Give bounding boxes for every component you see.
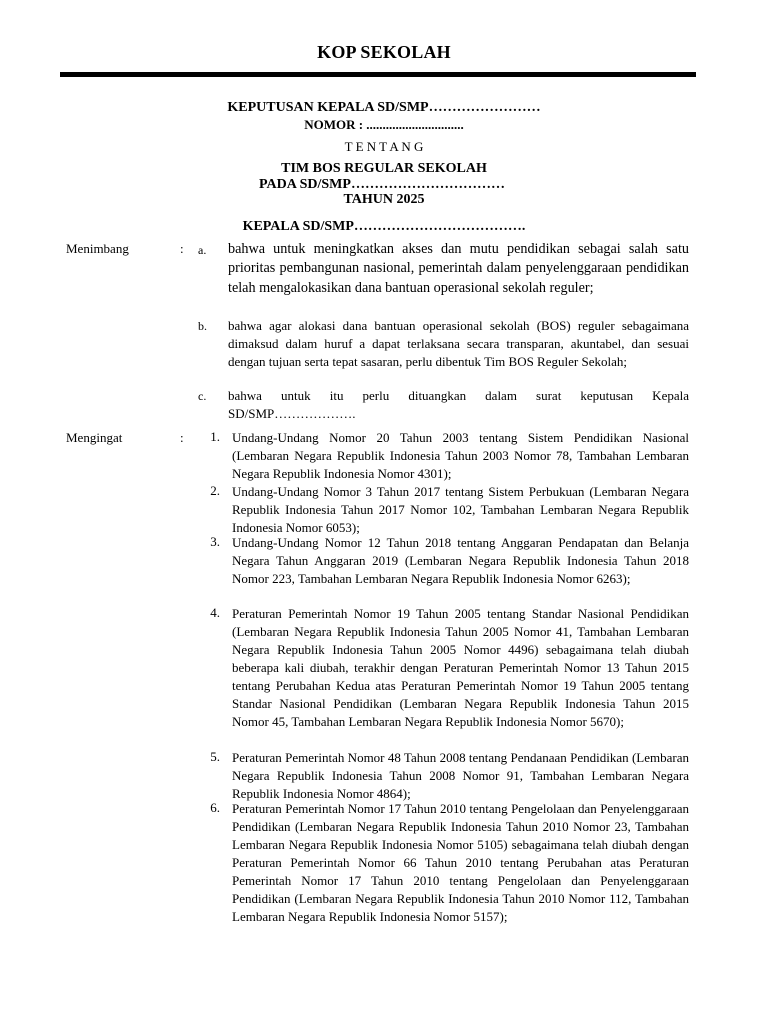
list-item-text: bahwa untuk itu perlu dituangkan dalam surat keputusan Kepala SD/SMP………………. [228, 388, 689, 421]
subject-line-2: PADA SD/SMP…………………………… [259, 177, 505, 192]
issuer-line: KEPALA SD/SMP………………………………. [242, 219, 526, 234]
list-marker: c. [198, 389, 207, 403]
list-item-text: bahwa agar alokasi dana bantuan operasional sekolah (BOS) reguler sebagaimana dimaksud dalam huruf a dapat terlaksana secara transparan, akuntabel, dan sesuai dengan tujuan serta tepat sasaran, perlu dibentuk Tim BOS Reguler Sekolah; [228, 318, 689, 369]
list-item-text: Peraturan Pemerintah Nomor 48 Tahun 2008 tentang Pendanaan Pendidikan (Lembaran Negara Republik Indonesia Tahun 2008 Nomor 91, Tambahan Lembaran Negara Republik Indonesia Nomor 4864); [232, 750, 689, 801]
list-item-text: Undang-Undang Nomor 12 Tahun 2018 tentang Anggaran Pendapatan dan Belanja Negara Tahun Anggaran 2019 (Lembaran Negara Republik Indonesia Tahun 2018 Nomor 223, Tambahan Lembaran Negara Republik Indonesia Nomor 6263); [232, 535, 689, 586]
list-marker: 6. [210, 800, 220, 815]
tentang-label: T E N T A N G [344, 139, 424, 154]
decree-number: NOMOR : .............................. [304, 117, 464, 132]
subject-year: TAHUN 2025 [343, 192, 425, 207]
list-item-text: Peraturan Pemerintah Nomor 17 Tahun 2010 tentang Pengelolaan dan Penyelenggaraan Pendidikan (Lembaran Negara Republik Indonesia Tahun 2010 Nomor 23, Tambahan Lembaran Negara Republik Indonesia Nomor 5105) sebagaimana telah diubah dengan Peraturan Pemerintah Nomor 66 Tahun 2010 tentang Perubahan atas Peraturan Pemerintah Nomor 17 Tahun 2010 tentang Pengelolaan dan Penyelenggaraan Pendidikan (Lembaran Negara Republik Indonesia Tahun 2010 Nomor 112, Tambahan Lembaran Negara Republik Indonesia Nomor 5157); [232, 801, 689, 924]
list-item-text: Undang-Undang Nomor 3 Tahun 2017 tentang Sistem Perbukuan (Lembaran Negara Republik Indonesia Tahun 2017 Nomor 102, Tambahan Lembaran Negara Republik Indonesia Nomor 6053); [232, 484, 689, 535]
list-marker: 5. [210, 749, 220, 764]
letterhead-title: KOP SEKOLAH [317, 42, 451, 62]
list-marker: 3. [210, 534, 220, 549]
list-marker: 4. [210, 605, 220, 620]
list-marker: 1. [210, 429, 220, 444]
mengingat-label: Mengingat [66, 430, 123, 445]
list-item-text: bahwa untuk meningkatkan akses dan mutu pendidikan sebagai salah satu prioritas pembangunan nasional, pemerintah dalam penyelenggaraan pendidikan telah mengalokasikan dana bantuan operasional sekolah reguler; [228, 241, 689, 296]
menimbang-colon: : [180, 241, 184, 256]
menimbang-label: Menimbang [66, 241, 129, 256]
list-marker: a. [198, 243, 207, 257]
mengingat-colon: : [180, 430, 184, 445]
letterhead-rule [60, 72, 696, 77]
list-marker: b. [198, 319, 207, 333]
list-item-text: Peraturan Pemerintah Nomor 19 Tahun 2005 tentang Standar Nasional Pendidikan (Lembaran Negara Republik Indonesia Tahun 2005 Nomor 41, Tambahan Lembaran Negara Republik Indonesia Tahun 2005 Nomor 4496) sebagaimana telah diubah beberapa kali diubah, terakhir dengan Peraturan Pemerintah Nomor 13 Tahun 2015 tentang Perubahan Kedua atas Peraturan Pemerintah Nomor 19 Tahun 2005 tentang Standar Nasional Pendidikan (Lembaran Negara Republik Indonesia Tahun 2015 Nomor 45, Tambahan Lembaran Negara Republik Indonesia Nomor 5670); [232, 606, 689, 729]
subject-line-1: TIM BOS REGULAR SEKOLAH [281, 161, 487, 176]
list-marker: 2. [210, 483, 220, 498]
list-item-text: Undang-Undang Nomor 20 Tahun 2003 tentang Sistem Pendidikan Nasional (Lembaran Negara Republik Indonesia Tahun 2003 Nomor 78, Tambahan Lembaran Negara Republik Indonesia Nomor 4301); [232, 430, 689, 481]
decree-title: KEPUTUSAN KEPALA SD/SMP…………………… [227, 100, 541, 115]
